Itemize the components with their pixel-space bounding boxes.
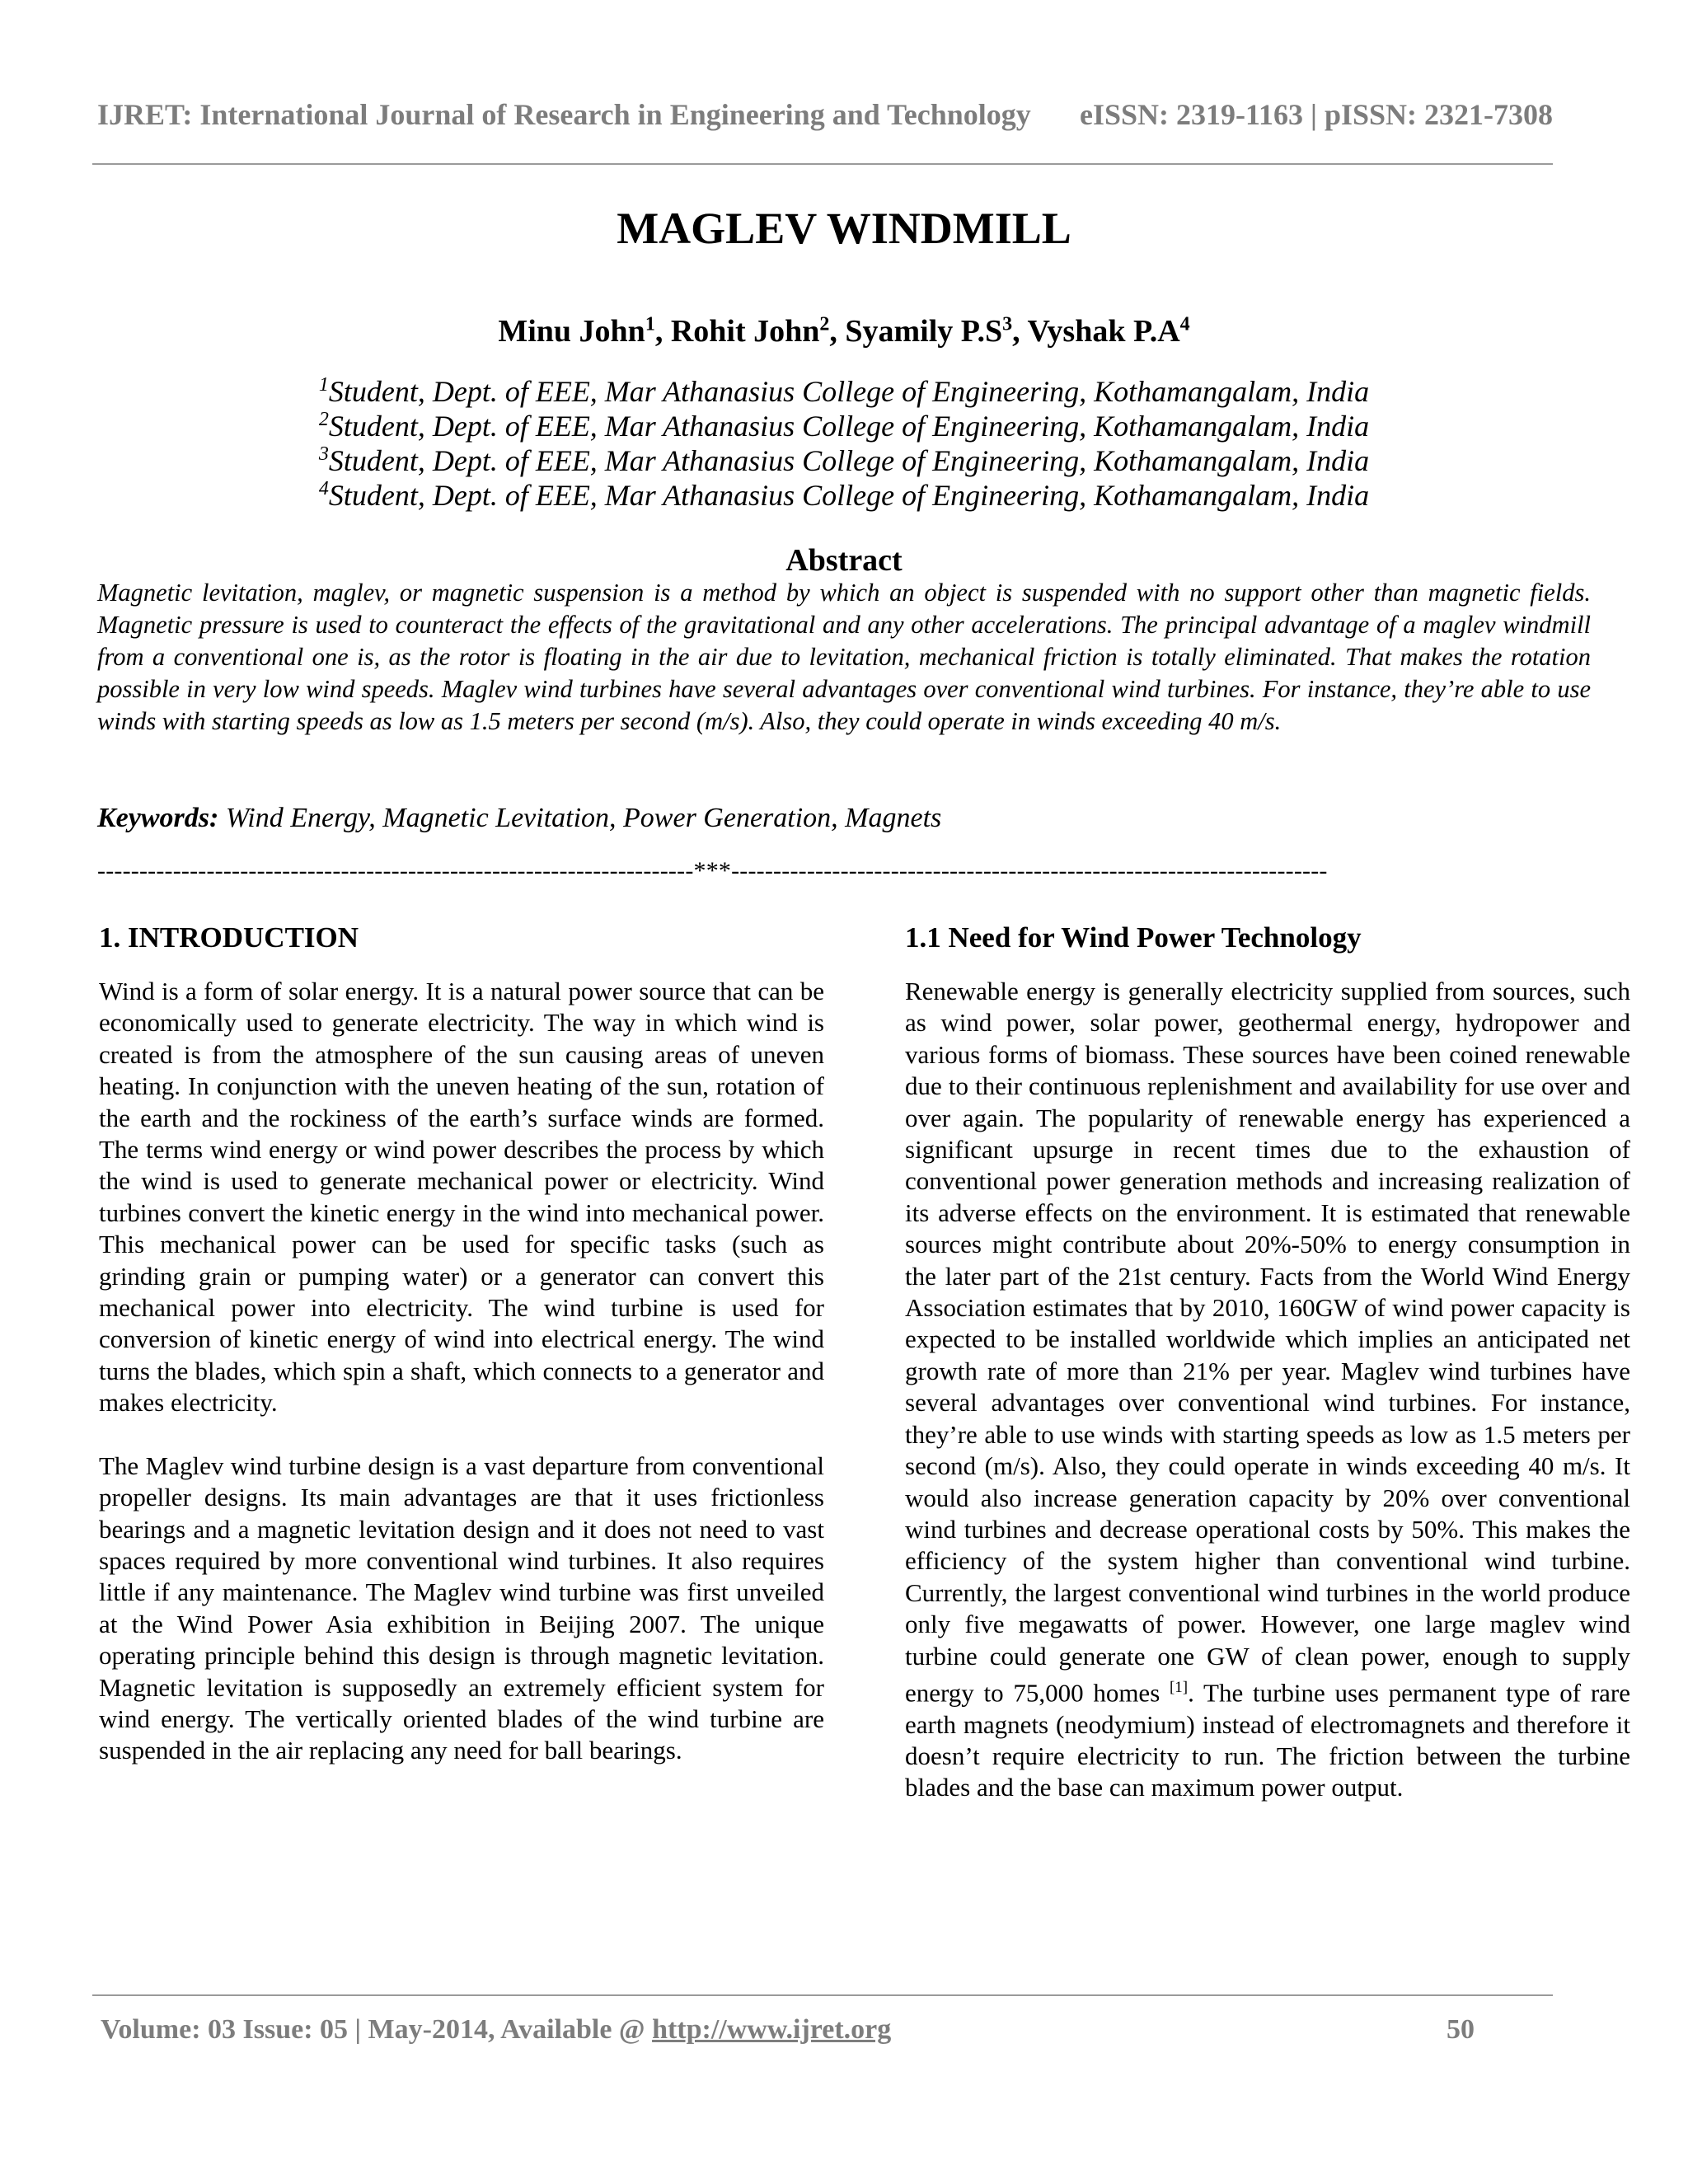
page-number: 50 (1447, 2014, 1475, 2045)
affiliation-sup: 2 (318, 409, 329, 430)
affiliation-text: Student, Dept. of EEE, Mar Athanasius College of Engineering, Kothamangalam, India (328, 410, 1370, 443)
affiliation-line (0, 471, 1688, 513)
author-list: Minu John$^1$, Rohit John$^2$, Syamily $P.S^3$, Vyshak $P.A^4$ (498, 313, 1190, 349)
abstract-text: Magnetic levitation, maglev, or magnetic suspension is a method by which an object is suspended with no support other than magnetic fields. Magnetic pressure is used to counteract the effects of the gravitational and any other accelerations. The principal advantage of a maglev windmill from a conventional one is, as the rotor is floating in the air due to levitation, mechanical friction is totally eliminated. That makes the rotation possible in very low wind speeds. Maglev wind turbines have several advantages over conventional wind turbines. For instance, they’re able to use winds with starting speeds as low as 1.5 meters per second (m/s). Also, they could operate in winds exceeding 40 m/s. (97, 579, 1591, 735)
left-column (99, 921, 824, 1798)
author-sup: 3 (1002, 313, 1013, 335)
author-name: Vyshak P.A (1027, 314, 1180, 349)
abstract-heading: Abstract (785, 543, 903, 578)
paragraph-text: Renewable energy is generally electricity supplied from sources, such as wind power, solar power, geothermal energy, hydropower and various forms of biomass. These sources have been coined renewable due to their continuous replenishment and availability for use over and over again. The popularity of renewable energy has experienced a significant upsurge in recent times due to the exhaustion of conventional power generation methods and increasing realization of its adverse effects on the environment. It is estimated that renewable sources might contribute about 20%-50% to energy consumption in the later part of the 21st century. Facts from the World Wind Energy Association estimates that by 2010, 160GW of wind power capacity is expected to be installed worldwide which implies an anticipated net growth rate of more than 21% per year. Maglev wind turbines have several advantages over conventional wind turbines. For instance, they’re able to use winds with starting speeds as low as 1.5 meters per second (m/s). Also, they could operate in winds exceeding 40 m/s. It would also increase generation capacity by 20% over conventional wind turbines and decrease operational costs by 50%. This makes the efficiency of the system higher than conventional wind turbine. Currently, the largest conventional wind turbines in the world produce only five megawatts of power. However, one large maglev wind turbine could generate one GW of clean power, enough to supply energy to 75,000 homes (905, 977, 1630, 1708)
footer-link[interactable]: http://www.ijret.org (652, 2014, 892, 2045)
author-name: Minu John (498, 314, 645, 349)
body-paragraph: The Maglev wind turbine design is a vast departure from conventional propeller designs. Its main advantages are that it uses frictionless bearings and a magnetic levitation design and it does not need to vast spaces required by more conventional wind turbines. It also requires little if any maintenance. The Maglev wind turbine was first unveiled at the Wind Power Asia exhibition in Beijing 2007. The unique operating principle behind this design is through magnetic levitation. Magnetic levitation is supposedly an extremely efficient system for wind energy. The vertically oriented blades of the wind turbine are suspended in the air replacing any need for ball bearings. (99, 1451, 824, 1765)
affiliation-sup: 4 (318, 478, 329, 499)
section-heading: 1. INTRODUCTION (99, 921, 359, 954)
issn-header: eISSN: 2319-1163 | pISSN: 2321-7308 (1080, 98, 1553, 131)
subsection-heading: 1.1 Need for Wind Power Technology (905, 921, 1362, 954)
body-paragraph (905, 976, 1630, 1804)
author-name: Syamily P.S (845, 314, 1003, 349)
citation-ref: [1] (1169, 1678, 1189, 1696)
author-sup: 4 (1179, 313, 1190, 335)
affiliation-text: Student, Dept. of EEE, Mar Athanasius College of Engineering, Kothamangalam, India (328, 479, 1370, 512)
author-sup: 1 (645, 313, 655, 335)
footer-rule (92, 1994, 1553, 1996)
journal-header: IJRET: International Journal of Research in Engineering and Technology (97, 98, 1031, 131)
footer-volume (101, 2014, 891, 2046)
paragraph-text: . The turbine uses permanent type of rare earth magnets (neodymium) instead of electromagnets and therefore it doesn’t require electricity to run. The friction between the turbine blades and the base can maximum power output. (905, 1678, 1630, 1802)
affiliation-text: Student, Dept. of EEE, Mar Athanasius College of Engineering, Kothamangalam, India (328, 375, 1370, 408)
keywords-label: Keywords: (97, 803, 219, 833)
paper-title: MAGLEV WINDMILL (617, 204, 1071, 253)
affiliation-text: Student, Dept. of EEE, Mar Athanasius College of Engineering, Kothamangalam, India (328, 444, 1370, 477)
keywords-text: Wind Energy, Magnetic Levitation, Power Generation, Magnets (225, 803, 942, 833)
affiliation-sup: 1 (318, 374, 329, 396)
footer-volume-text: Volume: 03 Issue: 05 | May-2014, Available @ (101, 2014, 653, 2045)
section-separator: -----------------------------------------------------------------------***----------------------------------------------------------------------- (97, 857, 1328, 884)
right-column (905, 921, 1630, 1835)
author-sup: 2 (819, 313, 830, 335)
header-rule (92, 163, 1553, 165)
affiliation-sup: 3 (318, 443, 329, 465)
keywords (97, 803, 1581, 834)
body-paragraph: Wind is a form of solar energy. It is a natural power source that can be economically used to generate electricity. The way in which wind is created is from the atmosphere of the sun causing areas of uneven heating. In conjunction with the uneven heating of the sun, rotation of the earth and the rockiness of the earth’s surface winds are formed. The terms wind energy or wind power describes the process by which the wind is used to generate mechanical power or electricity. Wind turbines convert the kinetic energy in the wind into mechanical power. This mechanical power can be used for specific tasks (such as grinding grain or pumping water) or a generator can convert this mechanical power into electricity. The wind turbine is used for conversion of kinetic energy of wind into electrical energy. The wind turns the blades, which spin a shaft, which connects to a generator and makes electricity. (99, 977, 824, 1418)
author-name: Rohit John (670, 314, 820, 349)
